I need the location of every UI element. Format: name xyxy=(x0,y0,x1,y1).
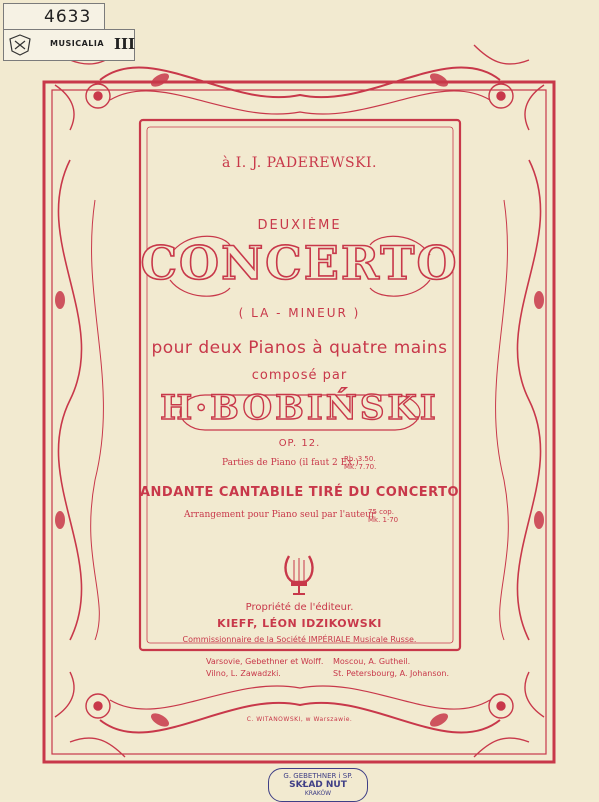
branch-moscow: Moscou, A. Gutheil. xyxy=(333,657,411,666)
branch-warsaw: Varsovie, Gebethner et Wolff. xyxy=(206,657,324,666)
stamp-line-2: SKŁAD NUT xyxy=(289,780,347,790)
parties-price-mk: Mk. 7.70. xyxy=(344,463,377,471)
arrangement-price-mk: Mk. 1·70 xyxy=(368,516,399,524)
shelf-number-label xyxy=(3,3,105,31)
branches-left xyxy=(206,656,323,680)
branches-right xyxy=(333,656,449,680)
lyre-icon xyxy=(281,552,317,596)
key-signature: ( LA - MINEUR ) xyxy=(238,306,361,320)
composed-by: composé par xyxy=(251,368,348,383)
branch-petersburg: St. Petersbourg, A. Johanson. xyxy=(333,669,450,678)
property-note: Propriété de l'éditeur. xyxy=(245,602,354,613)
extract-title: ANDANTE CANTABILE TIRÉ DU CONCERTO xyxy=(139,485,459,500)
collection-name: MUSICALIA xyxy=(50,39,105,48)
arrangement-prices xyxy=(368,508,398,524)
branch-vilno: Vilno, L. Zawadzki. xyxy=(206,669,281,678)
instrumentation: pour deux Pianos à quatre mains xyxy=(151,338,448,358)
stamp-line-1: G. GEBETHNER i SP. xyxy=(283,772,353,780)
dedication: à I. J. PADEREWSKI. xyxy=(221,155,378,171)
collection-volume: III xyxy=(114,35,136,53)
printer-credit: C. WITANOWSKI, w Warszawie. xyxy=(246,716,353,723)
arrangement-line: Arrangement pour Piano seul par l'auteur xyxy=(184,510,376,520)
dealer-stamp xyxy=(268,768,368,802)
library-crest-icon xyxy=(7,33,33,57)
collection-label xyxy=(3,29,135,61)
work-title: CONCERTO xyxy=(140,236,459,290)
parties-price-rub: Rb. 3.50. xyxy=(344,455,376,463)
arrangement-price-rub: 75 cop. xyxy=(368,508,394,516)
parties-line: Parties de Piano (il faut 2 Ex.) xyxy=(222,458,359,468)
stamp-line-3: KRAKÓW xyxy=(304,790,332,797)
opus-number: OP. 12. xyxy=(278,438,321,449)
parties-prices xyxy=(344,455,376,471)
ordinal: DEUXIÈME xyxy=(257,218,342,233)
shelf-number: 4633 xyxy=(44,7,92,27)
publisher-name: KIEFF, LÉON IDZIKOWSKI xyxy=(217,617,382,630)
composer-name: H·BOBIŃSKI xyxy=(160,388,439,428)
commission-note: Commissionnaire de la Société IMPÉRIALE Musicale Russe. xyxy=(182,635,417,644)
